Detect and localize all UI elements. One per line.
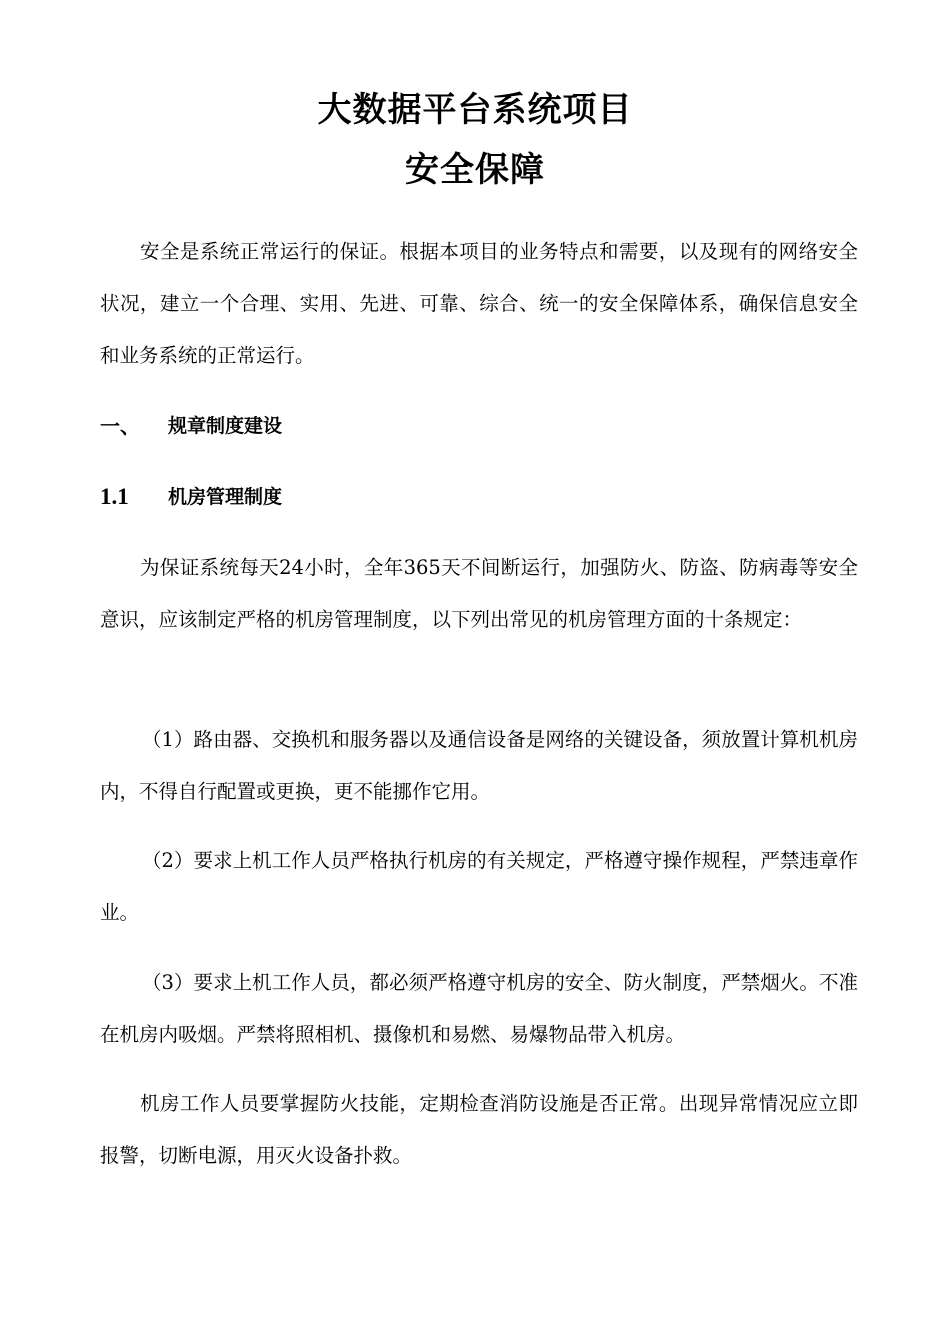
rule-item-1: （1）路由器、交换机和服务器以及通信设备是网络的关键设备，须放置计算机机房内，不得自行配置或更换，更不能挪作它用。 [100,728,858,803]
rule-item-3: （3）要求上机工作人员，都必须严格遵守机房的安全、防火制度，严禁烟火。不准在机房内吸烟。严禁将照相机、摄像机和易燃、易爆物品带入机房。 [100,971,858,1046]
closing-paragraph: 机房工作人员要掌握防火技能，定期检查消防设施是否正常。出现异常情况应立即报警，切断电源，用灭火设备扑救。 [100,1092,858,1167]
section-title: 规章制度建设 [168,415,283,437]
document-title: 大数据平台系统项目 [317,90,633,130]
section-intro-paragraph: 为保证系统每天24小时，全年365天不间断运行，加强防火、防盗、防病毒等安全意识，应该制定严格的机房管理制度，以下列出常见的机房管理方面的十条规定： [100,556,858,631]
intro-paragraph: 安全是系统正常运行的保证。根据本项目的业务特点和需要，以及现有的网络安全状况，建立一个合理、实用、先进、可靠、综合、统一的安全保障体系，确保信息安全和业务系统的正常运行。 [100,240,858,367]
rule-item-2: （2）要求上机工作人员严格执行机房的有关规定，严格遵守操作规程，严禁违章作业。 [100,849,858,924]
section-number: 一、 [100,414,140,438]
subsection-title: 机房管理制度 [168,486,283,508]
subsection-number: 1.1 [100,484,129,509]
document-subtitle: 安全保障 [405,150,545,190]
